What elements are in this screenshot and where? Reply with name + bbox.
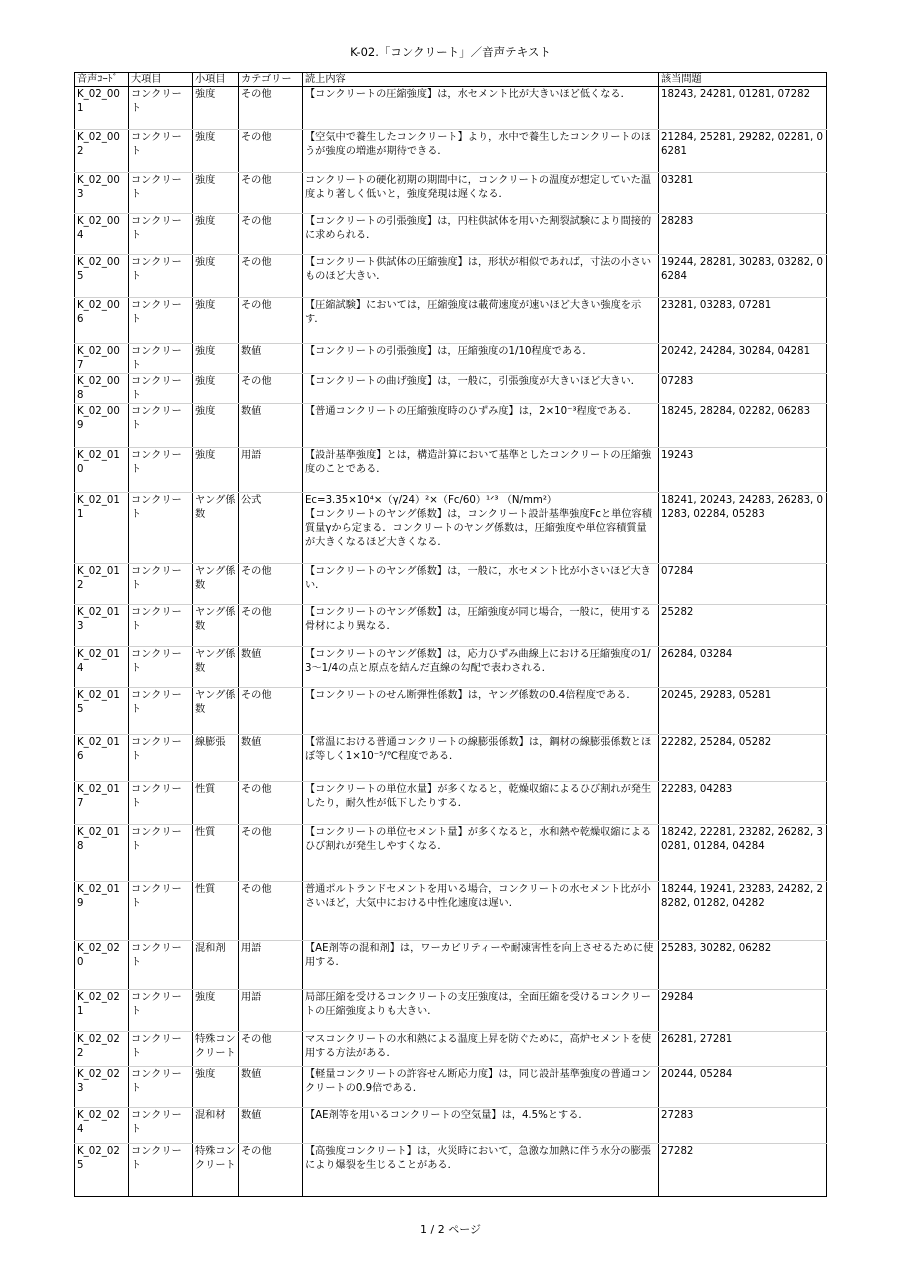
row-major: コンクリート (129, 448, 193, 493)
row-minor: 強度 (193, 404, 239, 448)
row-category: その他 (239, 130, 303, 173)
row-text: 【コンクリート供試体の圧縮強度】は，形状が相似であれば，寸法の小さいものほど大きい． (303, 255, 659, 298)
row-category: その他 (239, 782, 303, 825)
row-major: コンクリート (129, 990, 193, 1032)
table-row (75, 344, 827, 374)
row-refs: 20244, 05284 (659, 1067, 827, 1108)
row-category: その他 (239, 374, 303, 404)
row-minor: 特殊コンクリート (193, 1144, 239, 1197)
row-category: その他 (239, 87, 303, 130)
table-row (75, 735, 827, 782)
row-text: 【コンクリートの単位水量】が多くなると，乾燥収縮によるひび割れが発生したり，耐久性が低下したりする． (303, 782, 659, 825)
row-major: コンクリート (129, 782, 193, 825)
row-category: 用語 (239, 448, 303, 493)
row-major: コンクリート (129, 882, 193, 941)
document-title: K-02.「コンクリート」／音声テキスト (350, 45, 551, 59)
row-category: 公式 (239, 493, 303, 564)
row-refs: 07284 (659, 564, 827, 605)
row-text: Ec=3.35×10⁴×（γ/24）²×（Fc/60）¹ᐟ³ （N/mm²） 【コンクリートのヤング係数】は，コンクリート設計基準強度Fcと単位容積質量γから定まる．コンクリートのヤング係数は，圧縮強度や単位容積質量が大きくなるほど大きくなる． (303, 493, 659, 564)
row-major: コンクリート (129, 173, 193, 214)
row-refs: 26281, 27281 (659, 1032, 827, 1067)
row-minor: 強度 (193, 448, 239, 493)
row-text: 局部圧縮を受けるコンクリートの支圧強度は，全面圧縮を受けるコンクリートの圧縮強度よりも大きい． (303, 990, 659, 1032)
row-code: K_02_016 (75, 735, 129, 782)
row-code: K_02_018 (75, 825, 129, 882)
row-major: コンクリート (129, 255, 193, 298)
row-minor: 性質 (193, 782, 239, 825)
row-refs: 21284, 25281, 29282, 02281, 06281 (659, 130, 827, 173)
row-text: 【コンクリートのヤング係数】は，一般に，水セメント比が小さいほど大きい． (303, 564, 659, 605)
table-row (75, 404, 827, 448)
row-minor: ヤング係数 (193, 647, 239, 688)
table-row (75, 941, 827, 990)
row-code: K_02_001 (75, 87, 129, 130)
row-text: 【コンクリートの曲げ強度】は，一般に，引張強度が大きいほど大きい． (303, 374, 659, 404)
row-category: その他 (239, 1144, 303, 1197)
table-row (75, 990, 827, 1032)
row-refs: 18245, 28284, 02282, 06283 (659, 404, 827, 448)
row-minor: 性質 (193, 825, 239, 882)
row-text: 普通ポルトランドセメントを用いる場合，コンクリートの水セメント比が小さいほど，大気中における中性化速度は遅い． (303, 882, 659, 941)
row-major: コンクリート (129, 1108, 193, 1144)
row-refs: 22283, 04283 (659, 782, 827, 825)
row-text: 【普通コンクリートの圧縮強度時のひずみ度】は，2×10⁻³程度である． (303, 404, 659, 448)
row-category: その他 (239, 688, 303, 735)
row-minor: 性質 (193, 882, 239, 941)
header-minor: 小項目 (193, 73, 239, 87)
row-major: コンクリート (129, 735, 193, 782)
row-text: 【圧縮試験】においては，圧縮強度は載荷速度が速いほど大きい強度を示す． (303, 298, 659, 344)
row-text: 【コンクリートのせん断弾性係数】は，ヤング係数の0.4倍程度である． (303, 688, 659, 735)
row-minor: ヤング係数 (193, 688, 239, 735)
table-row (75, 605, 827, 647)
table-row (75, 255, 827, 298)
row-major: コンクリート (129, 493, 193, 564)
row-category: その他 (239, 214, 303, 255)
row-code: K_02_015 (75, 688, 129, 735)
row-major: コンクリート (129, 605, 193, 647)
row-code: K_02_023 (75, 1067, 129, 1108)
row-major: コンクリート (129, 1144, 193, 1197)
row-code: K_02_011 (75, 493, 129, 564)
row-category: 数値 (239, 1108, 303, 1144)
table-row (75, 688, 827, 735)
row-category: その他 (239, 298, 303, 344)
table-row (75, 1144, 827, 1197)
row-code: K_02_021 (75, 990, 129, 1032)
row-refs: 18241, 20243, 24283, 26283, 01283, 02284, 05283 (659, 493, 827, 564)
row-text: 【コンクリートのヤング係数】は，圧縮強度が同じ場合，一般に，使用する骨材により異なる． (303, 605, 659, 647)
row-major: コンクリート (129, 941, 193, 990)
row-text: 【AE剤等を用いるコンクリートの空気量】は，4.5%とする． (303, 1108, 659, 1144)
header-row (75, 73, 827, 87)
row-text: 【コンクリートの引張強度】は，円柱供試体を用いた割裂試験により間接的に求められる． (303, 214, 659, 255)
row-major: コンクリート (129, 825, 193, 882)
row-minor: 混和剤 (193, 941, 239, 990)
row-refs: 07283 (659, 374, 827, 404)
table-row (75, 374, 827, 404)
row-major: コンクリート (129, 298, 193, 344)
row-code: K_02_017 (75, 782, 129, 825)
row-code: K_02_013 (75, 605, 129, 647)
row-refs: 25283, 30282, 06282 (659, 941, 827, 990)
header-code: 音声ｺｰﾄﾞ (75, 73, 129, 87)
row-minor: ヤング係数 (193, 564, 239, 605)
row-code: K_02_009 (75, 404, 129, 448)
row-refs: 23281, 03283, 07281 (659, 298, 827, 344)
row-major: コンクリート (129, 647, 193, 688)
row-minor: 強度 (193, 130, 239, 173)
row-minor: ヤング係数 (193, 605, 239, 647)
row-refs: 28283 (659, 214, 827, 255)
row-refs: 22282, 25284, 05282 (659, 735, 827, 782)
row-minor: 線膨張 (193, 735, 239, 782)
row-code: K_02_022 (75, 1032, 129, 1067)
table-row (75, 825, 827, 882)
row-text: 【設計基準強度】とは，構造計算において基準としたコンクリートの圧縮強度のことである． (303, 448, 659, 493)
row-code: K_02_020 (75, 941, 129, 990)
voice-text-table (74, 72, 827, 1197)
row-code: K_02_003 (75, 173, 129, 214)
row-major: コンクリート (129, 214, 193, 255)
header-text: 読上内容 (303, 73, 659, 87)
row-category: 数値 (239, 647, 303, 688)
row-major: コンクリート (129, 404, 193, 448)
row-refs: 20245, 29283, 05281 (659, 688, 827, 735)
header-refs: 該当問題 (659, 73, 827, 87)
row-text: コンクリートの硬化初期の期間中に，コンクリートの温度が想定していた温度より著しく低いと，強度発現は遅くなる． (303, 173, 659, 214)
row-major: コンクリート (129, 87, 193, 130)
row-refs: 19243 (659, 448, 827, 493)
table-row (75, 130, 827, 173)
row-major: コンクリート (129, 344, 193, 374)
table-row (75, 1032, 827, 1067)
row-refs: 20242, 24284, 30284, 04281 (659, 344, 827, 374)
row-major: コンクリート (129, 564, 193, 605)
row-category: その他 (239, 255, 303, 298)
row-category: その他 (239, 173, 303, 214)
row-category: その他 (239, 825, 303, 882)
row-text: 【コンクリートの圧縮強度】は，水セメント比が大きいほど低くなる． (303, 87, 659, 130)
row-code: K_02_004 (75, 214, 129, 255)
row-minor: 強度 (193, 87, 239, 130)
row-refs: 26284, 03284 (659, 647, 827, 688)
row-minor: 強度 (193, 374, 239, 404)
row-code: K_02_025 (75, 1144, 129, 1197)
row-refs: 03281 (659, 173, 827, 214)
row-text: 【高強度コンクリート】は，火災時において，急激な加熱に伴う水分の膨張により爆裂を生じることがある． (303, 1144, 659, 1197)
row-category: 用語 (239, 990, 303, 1032)
table-row (75, 298, 827, 344)
row-minor: 強度 (193, 1067, 239, 1108)
table-row (75, 647, 827, 688)
row-text: 【コンクリートのヤング係数】は，応力ひずみ曲線上における圧縮強度の1/3～1/4の点と原点を結んだ直線の勾配で表わされる． (303, 647, 659, 688)
table-row (75, 564, 827, 605)
row-code: K_02_012 (75, 564, 129, 605)
row-refs: 27283 (659, 1108, 827, 1144)
row-category: その他 (239, 605, 303, 647)
row-minor: 強度 (193, 255, 239, 298)
row-major: コンクリート (129, 688, 193, 735)
header-category: カテゴリー (239, 73, 303, 87)
row-text: 【コンクリートの引張強度】は，圧縮強度の1/10程度である． (303, 344, 659, 374)
row-major: コンクリート (129, 130, 193, 173)
row-category: 数値 (239, 1067, 303, 1108)
table-row (75, 87, 827, 130)
row-category: 数値 (239, 344, 303, 374)
row-code: K_02_010 (75, 448, 129, 493)
header-major: 大項目 (129, 73, 193, 87)
row-major: コンクリート (129, 1067, 193, 1108)
row-category: その他 (239, 1032, 303, 1067)
row-refs: 18243, 24281, 01281, 07282 (659, 87, 827, 130)
row-code: K_02_005 (75, 255, 129, 298)
row-refs: 18242, 22281, 23282, 26282, 30281, 01284, 04284 (659, 825, 827, 882)
page-footer: 1 / 2 ページ (420, 1223, 481, 1236)
row-code: K_02_002 (75, 130, 129, 173)
row-code: K_02_024 (75, 1108, 129, 1144)
table-row (75, 214, 827, 255)
row-major: コンクリート (129, 1032, 193, 1067)
row-minor: 強度 (193, 173, 239, 214)
row-minor: 強度 (193, 214, 239, 255)
row-minor: 強度 (193, 344, 239, 374)
row-category: 用語 (239, 941, 303, 990)
row-minor: 混和材 (193, 1108, 239, 1144)
row-text: 【軽量コンクリートの許容せん断応力度】は，同じ設計基準強度の普通コンクリートの0.9倍である． (303, 1067, 659, 1108)
row-code: K_02_019 (75, 882, 129, 941)
row-minor: 強度 (193, 990, 239, 1032)
row-refs: 25282 (659, 605, 827, 647)
row-category: その他 (239, 564, 303, 605)
row-code: K_02_008 (75, 374, 129, 404)
row-category: 数値 (239, 735, 303, 782)
table-row (75, 782, 827, 825)
table-row (75, 173, 827, 214)
row-category: その他 (239, 882, 303, 941)
table-row (75, 1108, 827, 1144)
row-refs: 18244, 19241, 23283, 24282, 28282, 01282, 04282 (659, 882, 827, 941)
row-text: 【コンクリートの単位セメント量】が多くなると，水和熱や乾燥収縮によるひび割れが発生しやすくなる． (303, 825, 659, 882)
row-refs: 27282 (659, 1144, 827, 1197)
row-minor: ヤング係数 (193, 493, 239, 564)
row-refs: 29284 (659, 990, 827, 1032)
row-text: 【AE剤等の混和剤】は，ワーカビリティーや耐凍害性を向上させるために使用する． (303, 941, 659, 990)
table-row (75, 493, 827, 564)
row-minor: 強度 (193, 298, 239, 344)
row-code: K_02_007 (75, 344, 129, 374)
row-code: K_02_014 (75, 647, 129, 688)
row-refs: 19244, 28281, 30283, 03282, 06284 (659, 255, 827, 298)
row-major: コンクリート (129, 374, 193, 404)
table-row (75, 448, 827, 493)
table-row (75, 882, 827, 941)
row-text: 【常温における普通コンクリートの線膨張係数】は，鋼材の線膨張係数とほぼ等しく1×10⁻⁵/℃程度である． (303, 735, 659, 782)
row-text: 【空気中で養生したコンクリート】より，水中で養生したコンクリートのほうが強度の増進が期待できる． (303, 130, 659, 173)
row-text: マスコンクリートの水和熱による温度上昇を防ぐために，高炉セメントを使用する方法がある． (303, 1032, 659, 1067)
row-code: K_02_006 (75, 298, 129, 344)
row-minor: 特殊コンクリート (193, 1032, 239, 1067)
row-category: 数値 (239, 404, 303, 448)
table-row (75, 1067, 827, 1108)
